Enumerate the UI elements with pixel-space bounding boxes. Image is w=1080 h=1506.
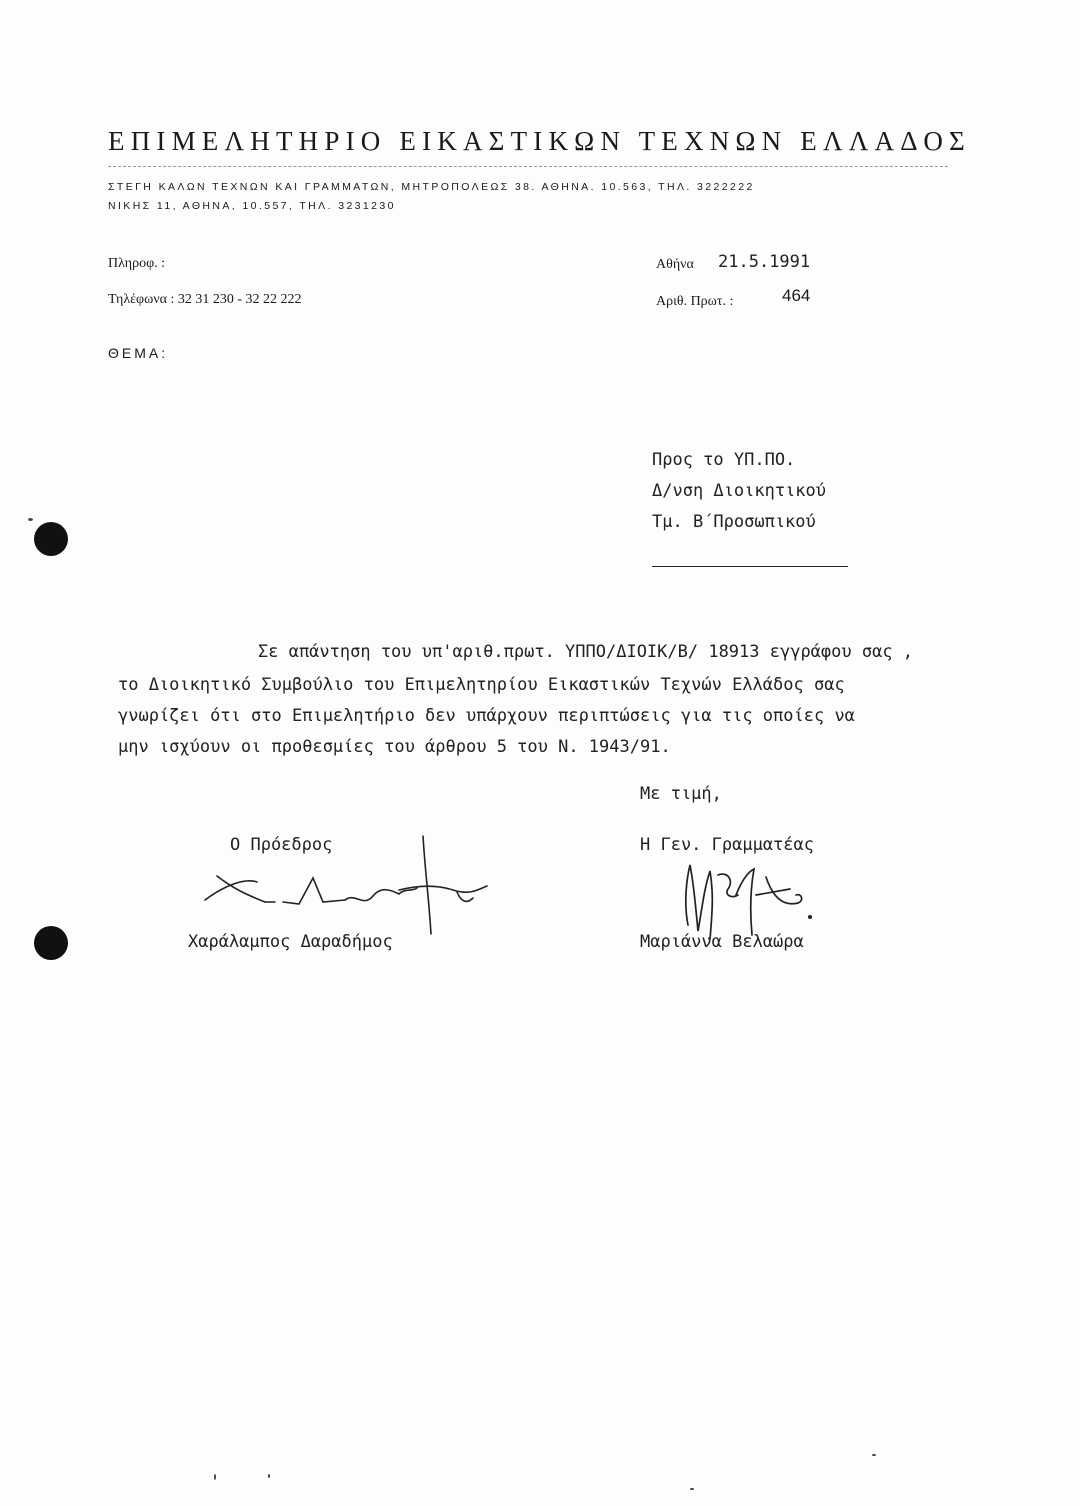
letterhead-address-2: ΝΙΚΗΣ 11, ΑΘΗΝΑ, 10.557, ΤΗΛ. 3231230: [108, 200, 396, 212]
paper-speck: [28, 518, 33, 521]
recipient-line-2: Δ/νση Διοικητικού: [652, 481, 826, 501]
body-line-3: γνωρίζει ότι στο Επιμελητήριο δεν υπάρχουν περιπτώσεις για τις οποίες να: [118, 706, 855, 726]
punch-hole-lower: [34, 926, 68, 960]
letterhead-title: ΕΠΙΜΕΛΗΤΗΡΙΟ ΕΙΚΑΣΤΙΚΩΝ ΤΕΧΝΩΝ ΕΛΛΑΔΟΣ: [108, 126, 971, 156]
phone-numbers: Τηλέφωνα : 32 31 230 - 32 22 222: [108, 292, 302, 307]
paper-speck: [268, 1474, 270, 1478]
president-title: Ο Πρόεδρος: [230, 835, 333, 855]
body-line-1: Σε απάντηση του υπ'αριθ.πρωτ. ΥΠΠΟ/ΔΙΟΙΚ/Β/ 18913 εγγράφου σας ,: [258, 642, 914, 662]
body-line-4: μην ισχύουν οι προθεσμίες του άρθρου 5 του Ν. 1943/91.: [118, 737, 671, 757]
president-signature: [195, 830, 495, 940]
letterhead-address-1: ΣΤΕΓΗ ΚΑΛΩΝ ΤΕΧΝΩΝ ΚΑΙ ΓΡΑΜΜΑΤΩΝ, ΜΗΤΡΟΠΟΛΕΩΣ 38. ΑΘΗΝΑ. 10.563, ΤΗΛ. 3222222: [108, 181, 755, 193]
recipient-underline: [652, 566, 848, 567]
punch-hole-upper: [34, 522, 68, 556]
letterhead-divider: [108, 166, 948, 167]
info-label: Πληροφ. :: [108, 256, 166, 271]
closing-salutation: Με τιμή,: [640, 784, 722, 804]
protocol-number: 464: [782, 286, 811, 305]
paper-speck: [872, 1454, 876, 1456]
paper-speck: [214, 1474, 216, 1480]
date-label: Αθήνα: [656, 257, 694, 272]
recipient-line-3: Τμ. Β΄Προσωπικού: [652, 512, 816, 532]
secretary-name: Μαριάννα Βελαώρα: [640, 932, 804, 952]
recipient-line-1: Προς το ΥΠ.ΠΟ.: [652, 450, 796, 470]
protocol-label: Αριθ. Πρωτ. :: [656, 294, 734, 309]
paper-speck: [690, 1488, 694, 1490]
date-value: 21.5.1991: [718, 252, 811, 272]
president-name: Χαράλαμπος Δαραδήμος: [188, 932, 393, 952]
body-line-2: το Διοικητικό Συμβούλιο του Επιμελητηρίου Εικαστικών Τεχνών Ελλάδος σας: [118, 675, 845, 695]
secretary-title: Η Γεν. Γραμματέας: [640, 835, 814, 855]
subject-label: ΘΕΜΑ:: [108, 345, 169, 361]
